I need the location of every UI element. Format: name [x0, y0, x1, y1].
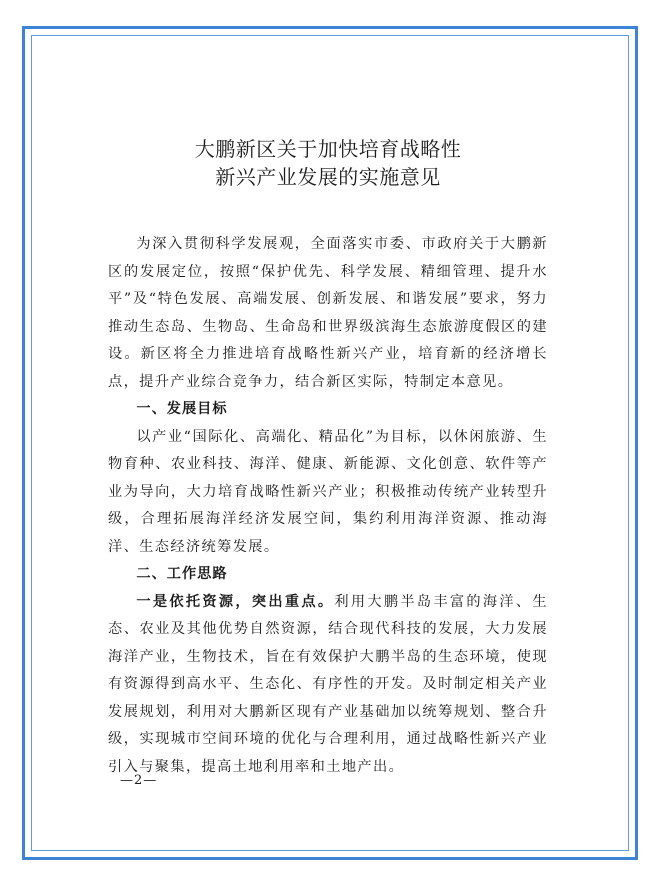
section-heading-goals: 一、发展目标: [136, 401, 228, 417]
section-heading-approach: 二、工作思路: [136, 566, 228, 582]
title-line-2: 新兴产业发展的实施意见: [215, 165, 441, 189]
section-approach-paragraph: [108, 589, 548, 782]
approach-body-text: 利用大鹏半岛丰富的海洋、生态、农业及其他优势自然资源，结合现代科技的发展，大力发展海洋产业，生物技术，旨在有效保护大鹏半岛的生态环境，使现有资源得到高水平、生态化、有序性的开发。及时制定相关产业发展规划，利用对大鹏新区现有产业基础加以统筹规划、整合升级，实现城市空间环境的优化与合理利用，通过战略性新兴产业引入与聚集，提高土地利用率和土地产出。: [108, 593, 548, 775]
section-goals-paragraph: 以产业“国际化、高端化、精品化”为目标，以休闲旅游、生物育种、农业科技、海洋、健康、新能源、文化创意、软件等产业为导向，大力培育战略性新兴产业；积极推动传统产业转型升级，合理拓展海洋经济发展空间，集约利用海洋资源、推动海洋、生态经济统筹发展。: [108, 428, 548, 555]
page-number: —2—: [120, 773, 158, 788]
title-line-1: 大鹏新区关于加快培育战略性: [194, 137, 462, 161]
intro-paragraph: 为深入贯彻科学发展观，全面落实市委、市政府关于大鹏新区的发展定位，按照“保护优先、科学发展、精细管理、提升水平”及“特色发展、高端发展、创新发展、和谐发展”要求，努力推动生态岛、生物岛、生命岛和世界级滨海生态旅游度假区的建设。新区将全力推进培育战略性新兴产业，培育新的经济增长点，提升产业综合竞争力，结合新区实际，特制定本意见。: [108, 236, 548, 390]
approach-lead-phrase: 一是依托资源，突出重点。: [136, 593, 335, 610]
document-title: [108, 135, 548, 191]
document-body: [108, 135, 548, 781]
